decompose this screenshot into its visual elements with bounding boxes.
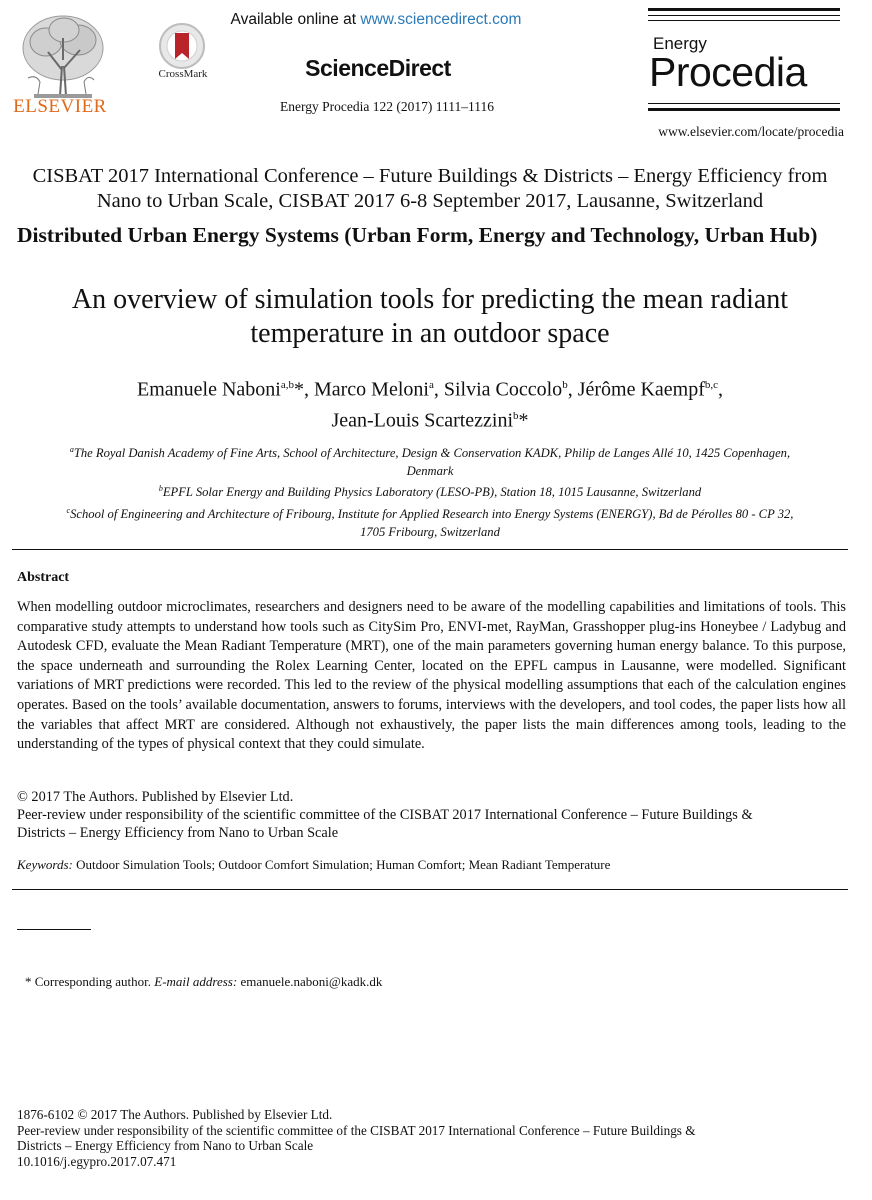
copyright-notice — [17, 788, 846, 842]
journal-reference: Energy Procedia 122 (2017) 1111–1116 — [280, 99, 494, 114]
author-affiliation-mark: b — [513, 409, 519, 422]
affiliation-a-cont: Denmark — [406, 463, 454, 478]
logo-rule — [648, 103, 840, 104]
available-online-line — [0, 11, 752, 29]
logo-rule — [648, 8, 840, 11]
author-list — [0, 372, 860, 433]
affiliation-text: School of Engineering and Architecture of Fribourg, Institute for Applied Research into Energy Systems (ENERGY), Bd de Pérolles 80 - CP 32, — [70, 507, 794, 522]
issn-line: 1876-6102 © 2017 The Authors. Published by Elsevier Ltd. — [17, 1107, 333, 1122]
available-prefix: Available online at — [230, 11, 361, 28]
elsevier-wordmark: ELSEVIER — [13, 96, 107, 117]
author-separator: , — [303, 378, 314, 401]
affiliation-a — [0, 441, 860, 463]
corresponding-prefix: * Corresponding author. — [25, 974, 155, 989]
procedia-energy-word: Energy — [653, 34, 707, 53]
corresponding-mark: * — [518, 409, 529, 432]
procedia-word: Procedia — [649, 49, 807, 95]
email-address[interactable]: emanuele.naboni@kadk.dk — [237, 974, 383, 989]
author-affiliation-mark: a,b — [280, 379, 294, 391]
abstract-body: When modelling outdoor microclimates, researchers and designers need to be aware of the modelling capabilities and limitations of tools. This comparative study attempts to understand how tools such as CitySim Pro, ENVI-met, RayMan, Grasshopper plug-ins Honeybee / Ladybug and Autodesk CFD, evaluate the Mean Radiant Temperature (MRT), one of the main parameters governing human energy balance. To this purpose, the space underneath and surrounding the Rolex Learning Center, located on the EPFL campus in Lausanne, were modelled. Significant variations of MRT predictions were recorded. This led to the review of the physical modelling assumptions that each of the calculation engines operates. Based on the tools’ available documentation, answers to forums, interviews with the developers, and tool codes, the paper lists how all the variables that affect MRT are considered. Although not exhaustively, the paper lists the main differences among tools, leading to the understanding of the types of physical context that they could simulate. — [17, 599, 846, 753]
conference-track: Distributed Urban Energy Systems (Urban Form, Energy and Technology, Urban Hub) — [17, 223, 818, 247]
conference-line: Nano to Urban Scale, CISBAT 2017 6-8 September 2017, Lausanne, Switzerland — [96, 190, 764, 212]
sciencedirect-logo: ScienceDirect — [305, 55, 451, 81]
affiliation-mark: c — [66, 505, 71, 515]
conference-name — [0, 164, 860, 214]
conference-line: CISBAT 2017 International Conference – Future Buildings & Districts – Energy Efficiency from — [32, 165, 828, 187]
author-separator: , — [433, 378, 444, 401]
email-label: E-mail address: — [154, 974, 238, 989]
page-footer — [17, 1107, 846, 1169]
affiliation-b — [0, 480, 860, 502]
sciencedirect-link[interactable]: www.sciencedirect.com — [360, 11, 522, 28]
paper-title — [0, 283, 860, 351]
author-line — [0, 372, 860, 403]
author-affiliation-mark: b — [562, 379, 568, 391]
affiliation-mark: a — [69, 445, 74, 454]
logo-rule — [648, 108, 840, 111]
affiliations — [0, 441, 860, 541]
copyright-line: © 2017 The Authors. Published by Elsevier Ltd. — [17, 789, 294, 805]
author-name: Jean-Louis Scartezzini — [331, 409, 514, 432]
author-affiliation-mark: a — [428, 379, 434, 391]
peer-review-line: Peer-review under responsibility of the scientific committee of the CISBAT 2017 International Conference – Future Buildings & — [17, 807, 753, 823]
affiliation-c — [0, 502, 860, 524]
abstract-heading: Abstract — [17, 570, 70, 585]
affiliation-text: The Royal Danish Academy of Fine Arts, School of Architecture, Design & Conservation KADK, Philip de Langes Allé 10, 1425 Copenhagen, — [73, 446, 791, 461]
crossmark-label: CrossMark — [158, 68, 208, 80]
doi-link[interactable]: 10.1016/j.egypro.2017.07.471 — [17, 1153, 177, 1169]
footnote-rule — [17, 929, 91, 930]
corresponding-mark: * — [293, 378, 304, 401]
author-name: Emanuele Naboni — [137, 378, 281, 401]
procedia-url[interactable]: www.elsevier.com/locate/procedia — [658, 124, 844, 139]
keywords-label: Keywords: — [17, 857, 73, 872]
author-name: Marco Meloni — [313, 378, 429, 401]
energy-procedia-logo — [648, 8, 840, 114]
section-divider — [12, 549, 848, 550]
author-name: Jérôme Kaempf — [577, 378, 705, 401]
author-separator: , — [567, 378, 578, 401]
corresponding-author-note — [25, 974, 382, 990]
affiliation-c-cont: 1705 Fribourg, Switzerland — [360, 524, 500, 539]
logo-rule — [648, 15, 840, 16]
section-divider — [12, 889, 848, 890]
title-line: An overview of simulation tools for predicting the mean radiant — [71, 284, 789, 315]
keywords-text: Outdoor Simulation Tools; Outdoor Comfort Simulation; Human Comfort; Mean Radiant Temperature — [72, 857, 611, 872]
logo-rule — [648, 20, 840, 21]
footer-peer-review: Peer-review under responsibility of the scientific committee of the CISBAT 2017 International Conference – Future Buildings & — [17, 1122, 696, 1138]
title-line: temperature in an outdoor space — [250, 318, 610, 349]
author-line — [0, 403, 860, 434]
affiliation-mark: b — [158, 484, 163, 494]
author-affiliation-mark: b,c — [704, 379, 718, 391]
affiliation-text: EPFL Solar Energy and Building Physics Laboratory (LESO-PB), Station 18, 1015 Lausanne, Switzerland — [162, 485, 702, 500]
author-name: Silvia Coccolo — [443, 378, 563, 401]
keywords — [17, 856, 846, 873]
author-separator: , — [718, 378, 723, 401]
footer-peer-review: Districts – Energy Efficiency from Nano to Urban Scale — [17, 1138, 314, 1154]
peer-review-line: Districts – Energy Efficiency from Nano to Urban Scale — [17, 825, 339, 841]
